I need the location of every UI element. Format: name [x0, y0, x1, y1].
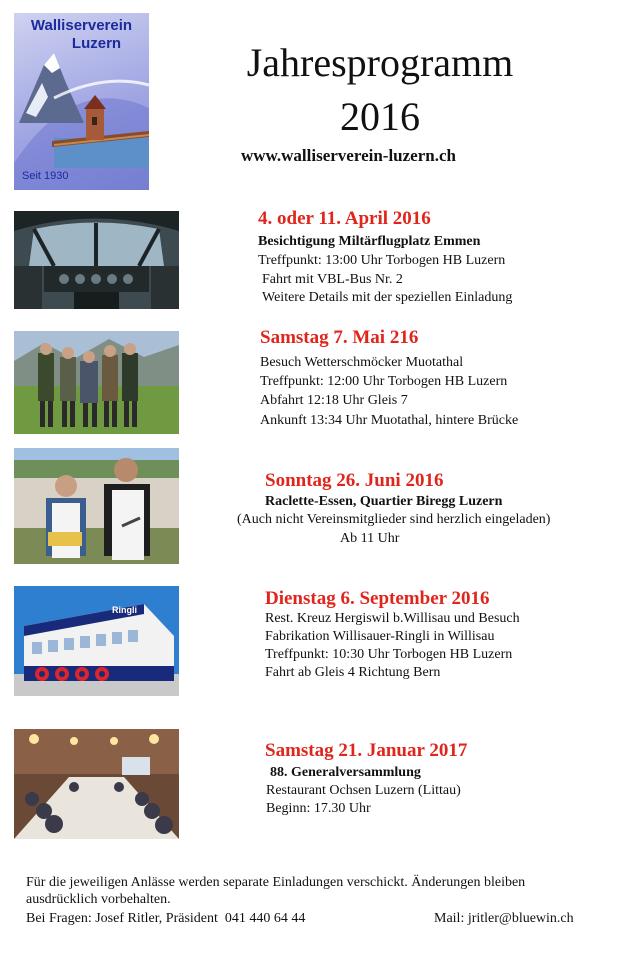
- factory-sign: Ringli: [112, 605, 137, 615]
- footer-note-line2: ausdrücklich vorbehalten.: [26, 892, 171, 907]
- event-photo-cockpit: [14, 211, 179, 309]
- event-4-line: Treffpunkt: 10:30 Uhr Torbogen HB Luzern: [265, 647, 513, 662]
- footer-mail[interactable]: Mail: jritler@bluewin.ch: [434, 911, 574, 926]
- event-4-title: Rest. Kreuz Hergiswil b.Willisau und Besuch: [265, 611, 520, 626]
- event-1-line: Treffpunkt: 13:00 Uhr Torbogen HB Luzern: [258, 253, 506, 268]
- event-5-title: 88. Generalversammlung: [270, 765, 421, 780]
- event-2-line: Treffpunkt: 12:00 Uhr Torbogen HB Luzern: [260, 374, 508, 389]
- event-2-date: Samstag 7. Mai 216: [260, 327, 419, 348]
- page-title: Jahresprogramm: [246, 40, 514, 85]
- event-photo-raclette: [14, 448, 179, 564]
- event-photo-assembly: [14, 729, 179, 839]
- event-3-line: (Auch nicht Vereinsmitglieder sind herzlich eingeladen): [237, 512, 551, 527]
- logo-since: Seit 1930: [22, 170, 69, 182]
- event-photo-wetterschmoecker: [14, 331, 179, 434]
- page-year: 2016: [340, 94, 420, 139]
- event-photo-ringli-factory: [14, 586, 179, 696]
- event-5-line: Restaurant Ochsen Luzern (Littau): [266, 783, 461, 798]
- event-2-line: Ankunft 13:34 Uhr Muotathal, hintere Brücke: [260, 413, 519, 428]
- logo-name-line2: Luzern: [71, 35, 122, 52]
- event-2-title: Besuch Wetterschmöcker Muotathal: [260, 355, 464, 370]
- footer-note-line1: Für die jeweiligen Anlässe werden separate Einladungen verschickt. Änderungen bleiben: [26, 875, 526, 890]
- website-link[interactable]: www.walliserverein-luzern.ch: [241, 146, 456, 165]
- event-3-title: Raclette-Essen, Quartier Biregg Luzern: [265, 494, 503, 509]
- footer-contact: Bei Fragen: Josef Ritler, Präsident 041 440 64 44: [26, 911, 306, 926]
- event-3-line: Ab 11 Uhr: [340, 531, 400, 546]
- event-5-line: Beginn: 17.30 Uhr: [266, 801, 371, 816]
- event-5-date: Samstag 21. Januar 2017: [265, 740, 468, 761]
- event-2-line: Abfahrt 12:18 Uhr Gleis 7: [260, 393, 408, 408]
- event-1-line: Fahrt mit VBL-Bus Nr. 2: [262, 272, 403, 287]
- event-4-line: Fahrt ab Gleis 4 Richtung Bern: [265, 665, 441, 680]
- logo-name-line1: Walliserverein: [30, 17, 133, 34]
- event-1-date: 4. oder 11. April 2016: [258, 208, 431, 229]
- event-3-date: Sonntag 26. Juni 2016: [265, 470, 444, 491]
- event-1-line: Weitere Details mit der speziellen Einladung: [262, 290, 513, 305]
- event-4-date: Dienstag 6. September 2016: [265, 588, 490, 609]
- event-1-title: Besichtigung Miltärflugplatz Emmen: [258, 234, 481, 249]
- event-4-line: Fabrikation Willisauer-Ringli in Willisau: [265, 629, 495, 644]
- club-logo: [14, 13, 149, 190]
